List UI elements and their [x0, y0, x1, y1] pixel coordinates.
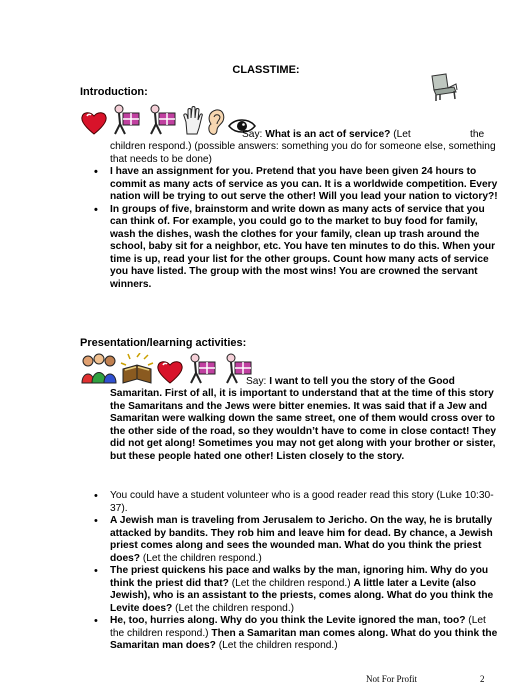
presentation-heading: Presentation/learning activities: — [80, 337, 247, 349]
chair-icon — [428, 72, 460, 102]
list-item: • You could have a student volunteer who is a good reader read this story (Luke 10:30-37). — [92, 490, 498, 515]
intro-bullets — [92, 166, 498, 291]
presentation-bullets — [92, 490, 498, 653]
children-group-icon — [80, 353, 118, 385]
list-item: • A Jewish man is traveling from Jerusalem to Jericho. On the way, he is brutally attacked by bandits. They rob him and leave him for dead. By chance, a Jewish priest comes along and sees the wounded man. What do you think the priest does? (Let the children respond.) — [92, 515, 498, 565]
intro-the-word: the — [470, 129, 485, 140]
heart-icon — [80, 110, 108, 136]
list-item: • In groups of five, brainstorm and write down as many acts of service that you can think of. For example, you could go to the market to buy food for family, wash the dishes, wash the clothes for your family, clean up trash around the school, baby sit for a neighbor, etc. You have ten minutes to do this. When your time is up, read your list for the other groups. Count how many acts of service you have listed. The group with the most wins! You are crowned the servant winners. — [92, 204, 498, 292]
footer-text: Not For Profit — [366, 674, 418, 684]
page-title: CLASSTIME: — [232, 64, 300, 76]
page-number: 2 — [480, 674, 485, 684]
presentation-say-line: Say: I want to tell you the story of the Good — [246, 376, 455, 387]
walking-gift-icon — [186, 353, 220, 385]
presentation-continuation: Samaritan. First of all, it is important to understand that at the time of this story the Samaritans and the Jews were bitter enemies. It was said that if a Jew and Samaritan were walking down the same street, one of them would cross over to the other side of the road, so they wouldn’t have to come in close contact! They did not get along! Sometimes you may not get along with your brother or sister, but these people hated one other! Listen closely to the story. — [110, 388, 497, 462]
presentation-icon-row — [80, 353, 256, 385]
intro-icon-row — [80, 104, 256, 136]
ear-icon — [206, 108, 226, 136]
hand-icon — [182, 106, 204, 136]
book-icon — [120, 353, 154, 385]
walking-gift-icon — [110, 104, 144, 136]
list-item: • He, too, hurries along. Why do you think the Levite ignored the man, too? (Let the children respond.) Then a Samaritan man comes along. What do you think the Samaritan man does? (Let the children respond.) — [92, 615, 498, 653]
walking-gift-icon — [146, 104, 180, 136]
intro-heading: Introduction: — [80, 86, 148, 98]
intro-say-line: Say: What is an act of service? (Let — [242, 129, 411, 140]
intro-continuation: children respond.) (possible answers: something you do for someone else, something that needs to be done) — [110, 141, 496, 165]
heart-icon — [156, 359, 184, 385]
list-item: • The priest quickens his pace and walks by the man, ignoring him. Why do you think the priest did that? (Let the children respond.) A little later a Levite (also Jewish), who is an assistant to the priests, comes along. What do you think the Levite does? (Let the children respond.) — [92, 565, 498, 615]
list-item: • I have an assignment for you. Pretend that you have been given 24 hours to commit as many acts of service as you can. It is a worldwide competition. Every nation will be trying to out serve the other! Will you lead your nation to victory?! — [92, 166, 498, 204]
